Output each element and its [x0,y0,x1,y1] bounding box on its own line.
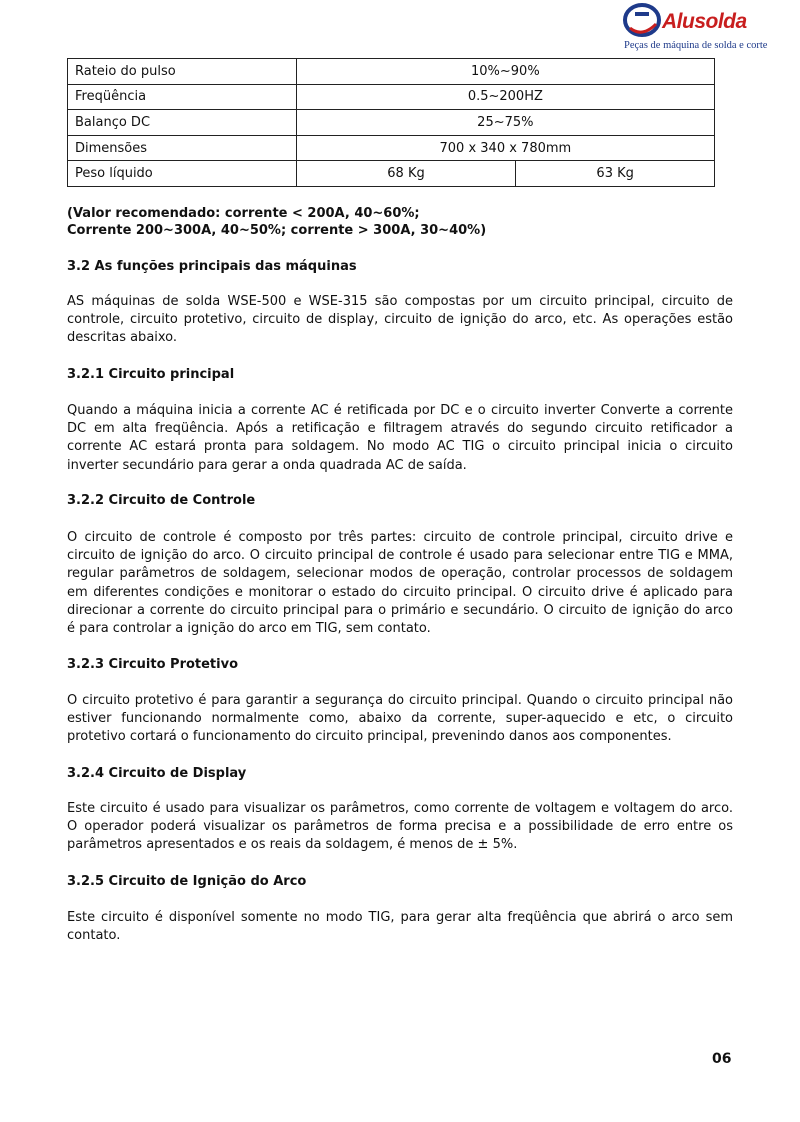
section-paragraph: O circuito protetivo é para garantir a segurança do circuito principal. Quando o circuito principal não estiver funcionando normalmente como, abaixo da corrente, super-aquecido e etc, o circuito protetivo cortará o funcionamento do circuito principal, prevenindo danos aos componentes. [67,693,733,745]
recommended-note [67,205,733,239]
spec-value: 25~75% [296,110,714,136]
spec-table [67,58,715,187]
logo-brand-text: Alusolda [662,10,747,33]
section-paragraph: Este circuito é disponível somente no modo TIG, para gerar alta freqüência que abrirá o arco sem contato. [67,910,733,944]
note-line: Corrente 200~300A, 40~50%; corrente > 300A, 30~40%) [67,223,487,238]
section-heading: 3.2 As funções principais das máquinas [67,259,357,274]
section-heading: 3.2.3 Circuito Protetivo [67,657,239,672]
table-row [68,135,715,161]
spec-label: Peso líquido [68,161,297,187]
spec-value-wse500: 68 Kg [296,161,516,187]
logo-tagline: Peças de máquina de solda e corte [624,40,768,51]
brand-logo [620,2,770,54]
page-number: 06 [712,1051,732,1067]
table-row [68,110,715,136]
table-row [68,84,715,110]
spec-label: Dimensões [68,135,297,161]
spec-value: 700 x 340 x 780mm [296,135,714,161]
note-line: (Valor recomendado: corrente < 200A, 40~60%; [67,206,420,221]
section-heading: 3.2.4 Circuito de Display [67,766,247,781]
section-heading: 3.2.5 Circuito de Ignição do Arco [67,874,307,889]
logo-emblem-icon [622,2,662,38]
spec-label: Freqüência [68,84,297,110]
spec-value: 10%~90% [296,59,714,85]
section-heading: 3.2.1 Circuito principal [67,367,235,382]
section-paragraph: Este circuito é usado para visualizar os parâmetros, como corrente de voltagem e voltagem do arco. O operador poderá visualizar os parâmetros de forma precisa e a possibilidade de erro entre os parâmetros apresentados e os reais da soldagem, é menos de ± 5%. [67,801,733,853]
section-paragraph: O circuito de controle é composto por três partes: circuito de controle principal, circuito drive e circuito de ignição do arco. O circuito principal de controle é usado para selecionar entre TIG e MMA, regular parâmetros de soldagem, selecionar modos de operação, controlar processos de soldagem em diferentes condições e monitorar o estado do circuito principal. O circuito drive é aplicado para direcionar a corrente do circuito principal para o primário e secundário. O circuito de ignição do arco é para controlar a ignição do arco em TIG, sem contato. [67,530,733,637]
section-paragraph: AS máquinas de solda WSE-500 e WSE-315 são compostas por um circuito principal, circuito de controle, circuito protetivo, circuito de display, circuito de ignição do arco, etc. As operações estão descritas abaixo. [67,294,733,346]
section-paragraph: Quando a máquina inicia a corrente AC é retificada por DC e o circuito inverter Converte a corrente DC em alta freqüência. Após a retificação e filtragem através do segundo circuito retificador a corrente AC estará pronta para soldagem. No modo AC TIG o circuito principal inicia o circuito inverter secundário para gerar a onda quadrada AC de saída. [67,403,733,473]
table-row [68,161,715,187]
section-heading: 3.2.2 Circuito de Controle [67,493,256,508]
spec-value-wse315: 63 Kg [516,161,715,187]
table-row [68,59,715,85]
spec-label: Balanço DC [68,110,297,136]
spec-label: Rateio do pulso [68,59,297,85]
spec-value: 0.5~200HZ [296,84,714,110]
